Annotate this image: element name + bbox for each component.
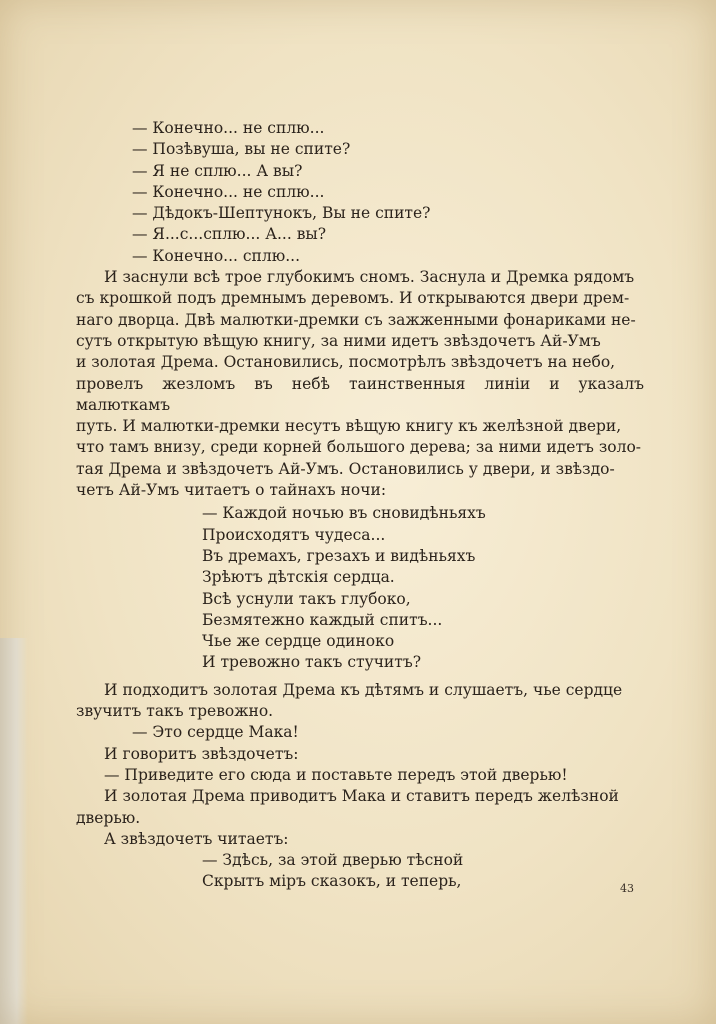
dialog-line: — Приведите его сюда и поставьте передъ этой дверью! [104, 765, 568, 784]
verse-line: Происходятъ чудеса... [202, 525, 386, 544]
verse-2 [104, 850, 644, 893]
verse-line: Въ дремахъ, грезахъ и видѣньяхъ [202, 546, 476, 565]
paragraph-1 [76, 267, 644, 501]
text-line: и золотая Дрема. Остановились, посмотрѣлъ звѣздочетъ на небо, [76, 353, 616, 372]
dialog-line: — Я не сплю... А вы? [132, 161, 303, 180]
tape-strip [0, 638, 28, 1024]
verse-line: — Здѣсь, за этой дверью тѣсной [202, 851, 464, 870]
dialog-line: — Дѣдокъ-Шептунокъ, Вы не спите? [132, 204, 431, 223]
dialog-line: И говоритъ звѣздочетъ: [104, 744, 299, 763]
verse-line: И тревожно такъ стучитъ? [202, 653, 422, 672]
text-line: дверью. [76, 808, 141, 827]
text-line: четъ Ай-Умъ читаетъ о тайнахъ ночи: [76, 481, 387, 500]
page-number: 43 [620, 882, 634, 895]
verse-line: Чье же сердце одиноко [202, 632, 395, 651]
paragraph-2 [76, 680, 644, 723]
page-text [76, 118, 644, 893]
text-line: И подходитъ золотая Дрема къ дѣтямъ и слушаетъ, чье сердце [104, 680, 623, 699]
text-line: И заснули всѣ трое глубокимъ сномъ. Заснула и Дремка рядомъ [104, 268, 635, 287]
dialog-line: — Позѣвуша, вы не спите? [132, 140, 351, 159]
dialog-line: — Я...с...сплю... А... вы? [132, 225, 327, 244]
verse-line: Скрытъ міръ сказокъ, и теперь, [202, 872, 462, 891]
dialog-line: — Конечно... сплю... [132, 246, 301, 265]
verse-line: — Каждой ночью въ сновидѣньяхъ [202, 504, 486, 523]
text-line: съ крошкой подъ дремнымъ деревомъ. И открываются двери дрем- [76, 289, 630, 308]
text-line: И золотая Дрема приводитъ Мака и ставитъ передъ желѣзной [104, 787, 619, 806]
text-line: сутъ открытую вѣщую книгу, за ними идетъ звѣздочетъ Ай-Умъ [76, 331, 601, 350]
text-line: что тамъ внизу, среди корней большого дерева; за ними идетъ золо- [76, 438, 642, 457]
reads-line: А звѣздочетъ читаетъ: [104, 829, 289, 848]
text-line: тая Дрема и звѣздочетъ Ай-Умъ. Остановились у двери, и звѣздо- [76, 459, 615, 478]
dialog-line: — Конечно... не сплю... [132, 182, 325, 201]
paragraph-3 [76, 786, 644, 829]
verse-line: Всѣ уснули такъ глубоко, [202, 589, 411, 608]
text-line: наго дворца. Двѣ малютки-дремки съ зажженными фонариками не- [76, 310, 636, 329]
text-line: провелъ жезломъ въ небѣ таинственныя линіи и указалъ малюткамъ [76, 374, 644, 414]
text-line: путь. И малютки-дремки несутъ вѣщую книгу къ желѣзной двери, [76, 417, 622, 436]
dialog-line: — Это сердце Мака! [132, 723, 299, 742]
verse-line: Зрѣютъ дѣтскія сердца. [202, 568, 395, 587]
text-line: звучитъ такъ тревожно. [76, 702, 274, 721]
dialog-line: — Конечно... не сплю... [132, 119, 325, 137]
verse-1 [104, 503, 644, 673]
verse-line: Безмятежно каждый спитъ... [202, 610, 443, 629]
